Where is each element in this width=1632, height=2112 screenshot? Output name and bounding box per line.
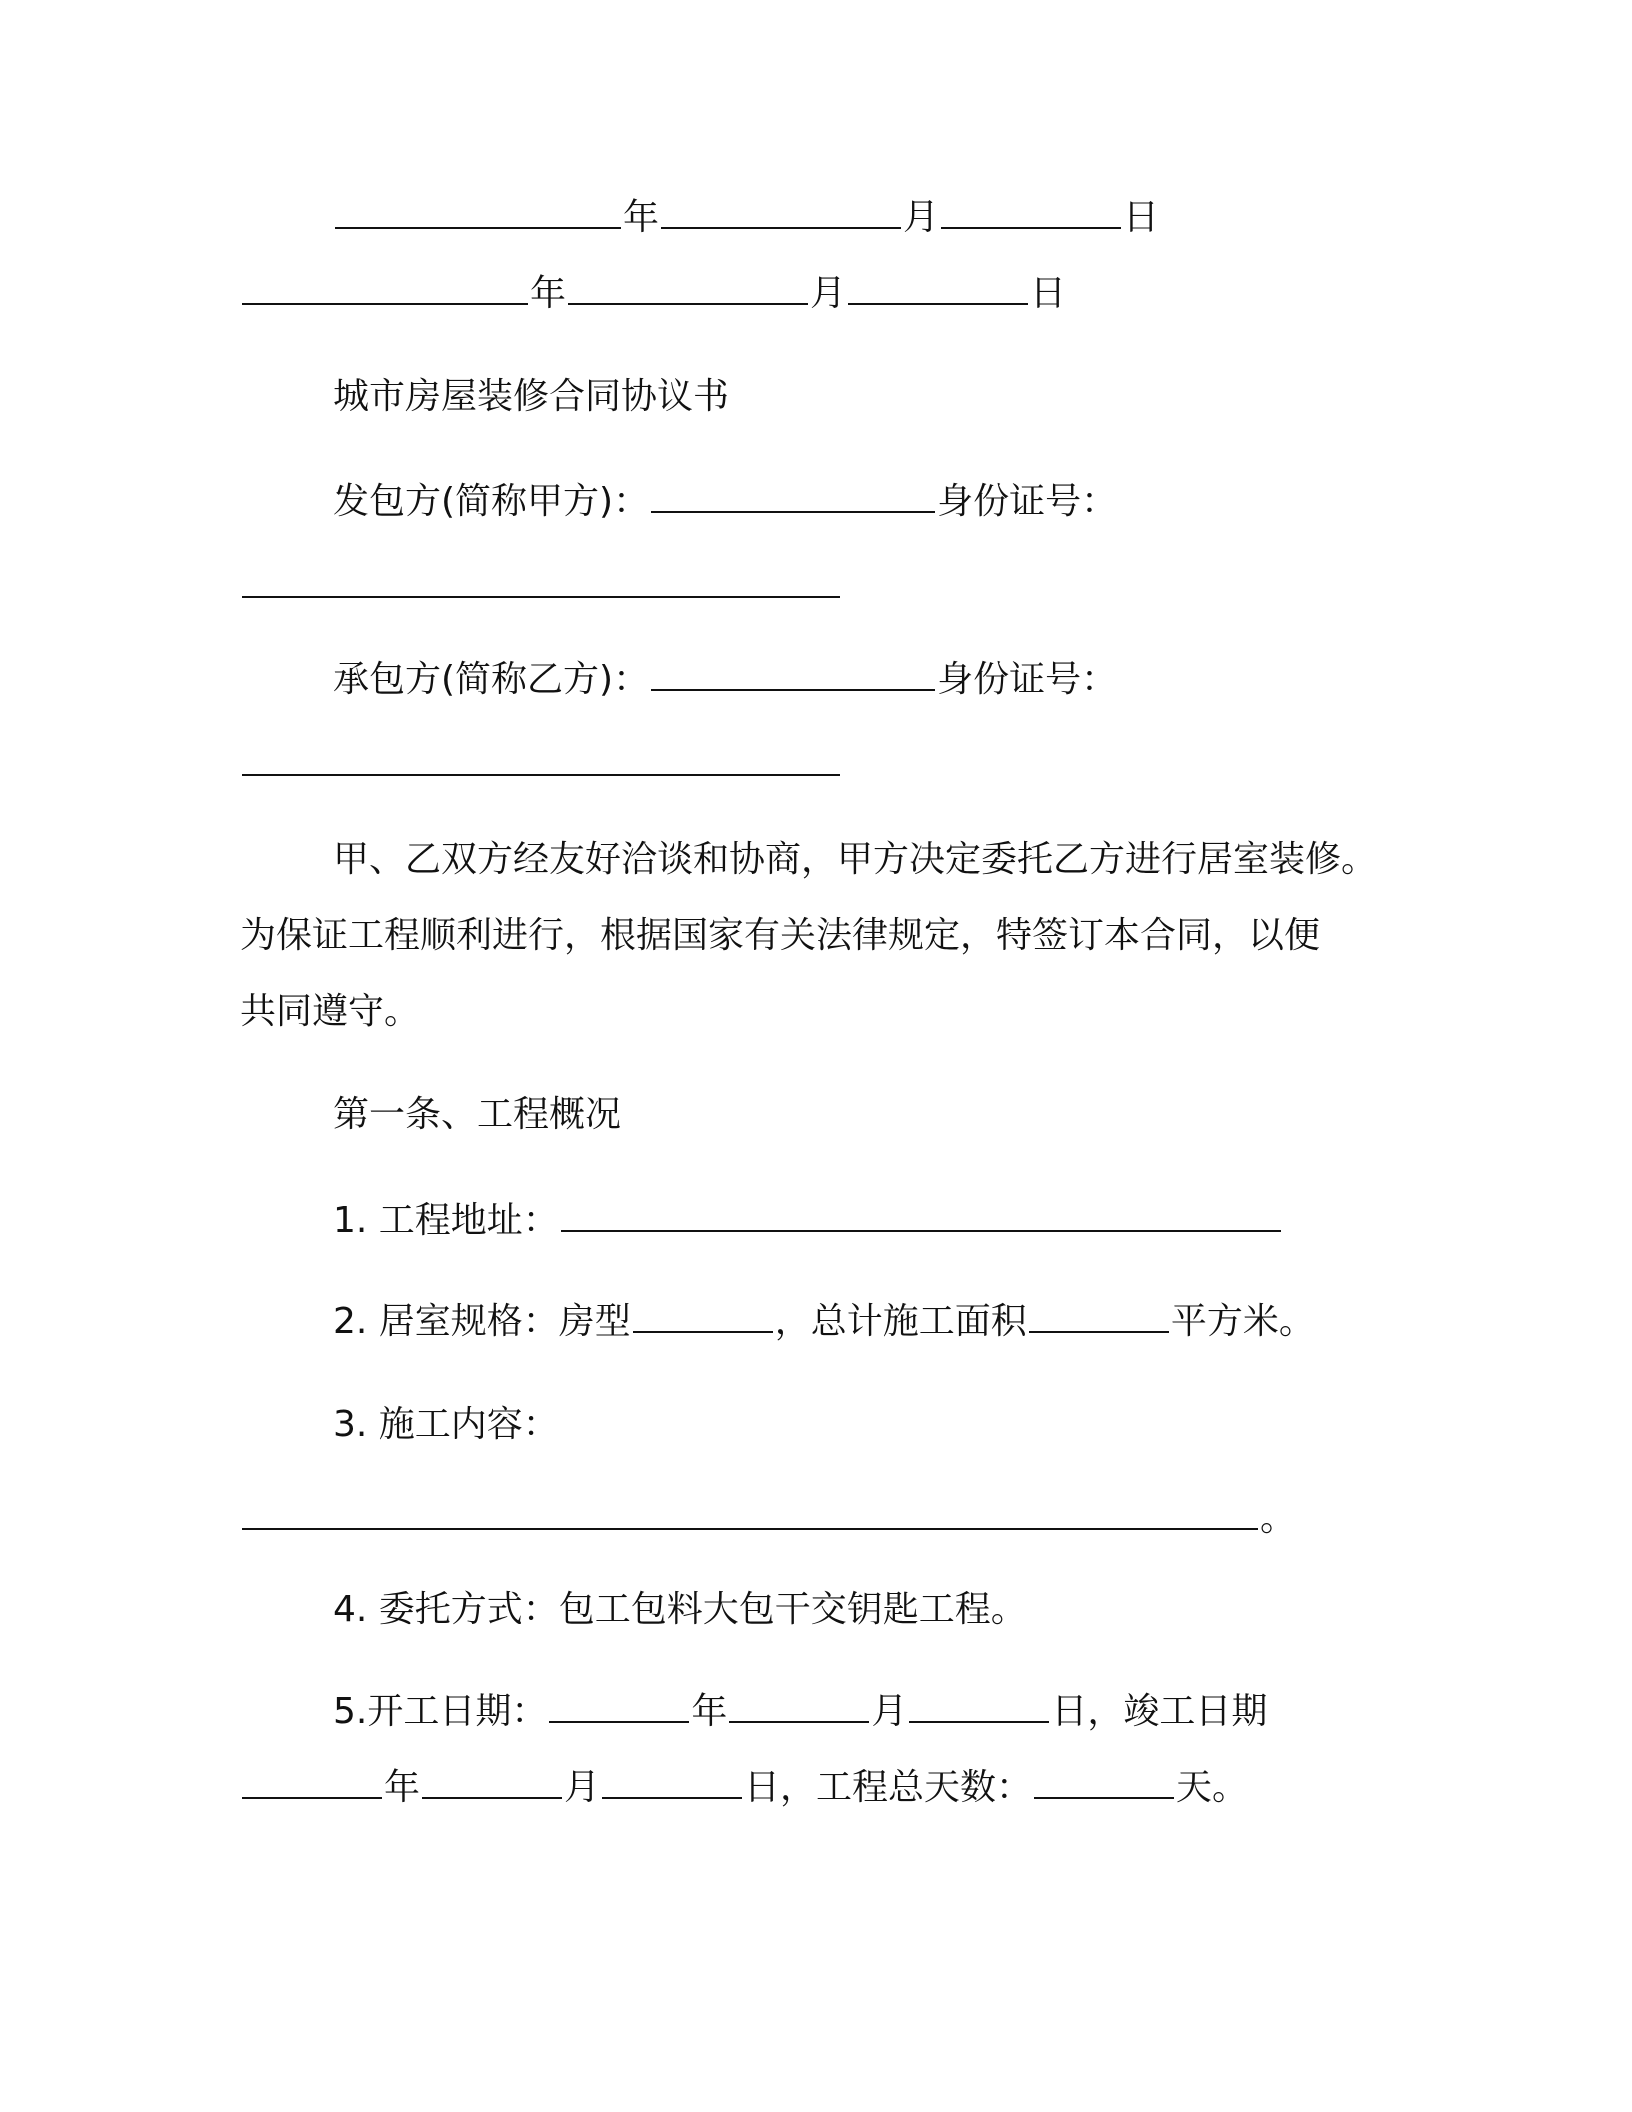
intro-text-2: 为保证工程顺利进行，根据国家有关法律规定，特签订本合同，以便 bbox=[240, 915, 1321, 956]
start-year-blank bbox=[549, 1691, 689, 1723]
item-3-line bbox=[333, 1401, 559, 1449]
end-month-label: 月 bbox=[564, 1767, 601, 1808]
year-label: 年 bbox=[623, 197, 660, 238]
days-unit: 天。 bbox=[1176, 1767, 1249, 1808]
item-3-label: 3. 施工内容： bbox=[333, 1404, 559, 1445]
party-b-name-blank bbox=[651, 659, 935, 691]
intro-text-3: 共同遵守。 bbox=[240, 991, 421, 1032]
day-label: 日 bbox=[1123, 197, 1160, 238]
article-1-heading-text: 第一条、工程概况 bbox=[333, 1094, 622, 1135]
month-label: 月 bbox=[903, 197, 940, 238]
article-1-heading bbox=[333, 1091, 621, 1139]
intro-line-3 bbox=[240, 988, 420, 1036]
completion-date-label: 日，竣工日期 bbox=[1051, 1691, 1268, 1732]
year-blank bbox=[242, 273, 528, 305]
party-a-id-line bbox=[240, 566, 842, 614]
item-1-line bbox=[333, 1197, 1283, 1245]
end-year-blank bbox=[242, 1767, 382, 1799]
party-a-id-blank bbox=[242, 566, 840, 598]
party-a-id-label: 身份证号： bbox=[937, 481, 1118, 522]
item-4-text: 4. 委托方式：包工包料大包干交钥匙工程。 bbox=[333, 1589, 1027, 1630]
start-month-label: 月 bbox=[871, 1691, 908, 1732]
item-5-line-2 bbox=[240, 1764, 1248, 1812]
document-title bbox=[333, 373, 729, 421]
item-2-line bbox=[333, 1298, 1315, 1346]
item-2-label: 2. 居室规格：房型 bbox=[333, 1301, 631, 1342]
area-blank bbox=[1029, 1301, 1169, 1333]
party-a-label: 发包方(简称甲方)： bbox=[333, 481, 650, 522]
party-a-line bbox=[333, 478, 1117, 526]
construction-content-blank bbox=[242, 1498, 1258, 1530]
party-b-id-label: 身份证号： bbox=[937, 659, 1118, 700]
year-label: 年 bbox=[530, 273, 567, 314]
item-2-mid: ，总计施工面积 bbox=[774, 1301, 1027, 1342]
day-blank bbox=[848, 273, 1028, 305]
start-year-label: 年 bbox=[691, 1691, 728, 1732]
day-label: 日 bbox=[1030, 273, 1067, 314]
item-3-end: 。 bbox=[1260, 1498, 1297, 1539]
day-blank bbox=[941, 197, 1121, 229]
date-line-1 bbox=[333, 194, 1159, 242]
party-b-label: 承包方(简称乙方)： bbox=[333, 659, 650, 700]
end-day-blank bbox=[602, 1767, 742, 1799]
item-2-end: 平方米。 bbox=[1170, 1301, 1315, 1342]
year-blank bbox=[335, 197, 621, 229]
address-blank bbox=[561, 1200, 1281, 1232]
total-days-blank bbox=[1034, 1767, 1174, 1799]
item-5-line-1 bbox=[333, 1688, 1267, 1736]
party-b-line bbox=[333, 656, 1117, 704]
total-days-label: 日，工程总天数： bbox=[744, 1767, 1033, 1808]
month-blank bbox=[568, 273, 808, 305]
intro-text-1: 甲、乙双方经友好洽谈和协商，甲方决定委托乙方进行居室装修。 bbox=[333, 839, 1378, 880]
start-month-blank bbox=[729, 1691, 869, 1723]
month-label: 月 bbox=[810, 273, 847, 314]
item-5-label: 5.开工日期： bbox=[333, 1691, 548, 1732]
intro-line-2 bbox=[240, 912, 1320, 960]
party-b-id-blank bbox=[242, 744, 840, 776]
item-1-label: 1. 工程地址： bbox=[333, 1200, 559, 1241]
item-4-line bbox=[333, 1586, 1027, 1634]
month-blank bbox=[661, 197, 901, 229]
party-a-name-blank bbox=[651, 481, 935, 513]
end-month-blank bbox=[422, 1767, 562, 1799]
intro-line-1 bbox=[333, 836, 1377, 884]
house-type-blank bbox=[633, 1301, 773, 1333]
start-day-blank bbox=[909, 1691, 1049, 1723]
party-b-id-line bbox=[240, 744, 842, 792]
end-year-label: 年 bbox=[384, 1767, 421, 1808]
title-text: 城市房屋装修合同协议书 bbox=[333, 376, 730, 417]
date-line-2 bbox=[240, 270, 1066, 318]
item-3-content-line bbox=[240, 1495, 1296, 1543]
